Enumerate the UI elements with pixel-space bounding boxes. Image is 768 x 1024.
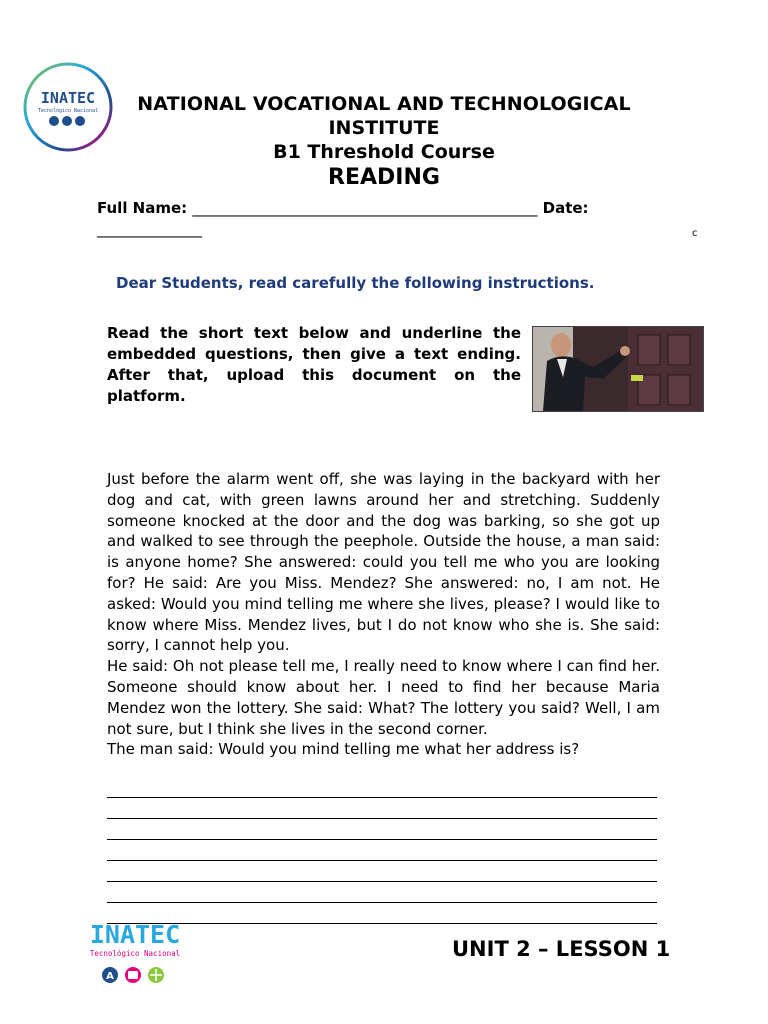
story-paragraph-1: Just before the alarm went off, she was laying in the backyard with her dog and cat, with green lawns around her and stretching. Suddenly someone knocked at the door and the dog was barking, so she got up and walked to see through the peephole. Outside the house, a man said: is anyone home? She answered: could you tell me who you are looking for? He said: Are you Miss. Mendez? She answered: no, I am not. He asked: Would you mind telling me where she lives, please? I would like to know where Miss. Mendez lives, but I do not know who she is. She said: sorry, I cannot help you. xyxy=(107,470,660,655)
logo-text: INATEC xyxy=(40,89,96,107)
answer-line[interactable] xyxy=(107,819,657,840)
stray-mark: c xyxy=(692,228,698,239)
reading-text xyxy=(107,469,660,760)
date-label: Date: xyxy=(542,199,589,217)
answer-line[interactable] xyxy=(107,861,657,882)
date-blank[interactable]: ______________ xyxy=(97,220,202,238)
story-paragraph-2: He said: Oh not please tell me, I really need to know where I can find her. Someone should know about her. I need to find her because Maria Mendez won the lottery. She said: What? The lottery you said? Well, I am not sure, but I think she lives in the second corner. xyxy=(107,657,660,738)
svg-text:A: A xyxy=(106,971,114,982)
inatec-footer-logo xyxy=(77,921,193,987)
answer-line[interactable] xyxy=(107,798,657,819)
answer-line[interactable] xyxy=(107,840,657,861)
footer-logo-subtext: Tecnológico Nacional xyxy=(89,949,181,958)
answer-lines[interactable] xyxy=(107,795,657,924)
full-name-label: Full Name: xyxy=(97,199,188,217)
unit-lesson-label: UNIT 2 – LESSON 1 xyxy=(452,937,671,961)
full-name-blank[interactable]: ______________________________________________ xyxy=(192,199,538,217)
section-title: READING xyxy=(328,165,440,190)
institute-name-line1: NATIONAL VOCATIONAL AND TECHNOLOGICAL xyxy=(137,93,631,115)
answer-line[interactable] xyxy=(107,882,657,903)
footer-logo-text: INATEC xyxy=(89,921,181,949)
course-title: B1 Threshold Course xyxy=(273,141,495,163)
story-paragraph-3: The man said: Would you mind telling me what her address is? xyxy=(107,740,580,759)
name-date-field[interactable] xyxy=(97,198,657,240)
document-title xyxy=(100,92,668,192)
instructions-greeting: Dear Students, read carefully the following instructions. xyxy=(116,274,595,292)
logo-subtext: Tecnológico Nacional xyxy=(37,108,99,114)
institute-name-line2: INSTITUTE xyxy=(328,117,440,139)
man-knocking-door-photo xyxy=(532,326,704,412)
task-instructions: Read the short text below and underline the embedded questions, then give a text ending. After that, upload this document on the platform. xyxy=(107,324,521,405)
